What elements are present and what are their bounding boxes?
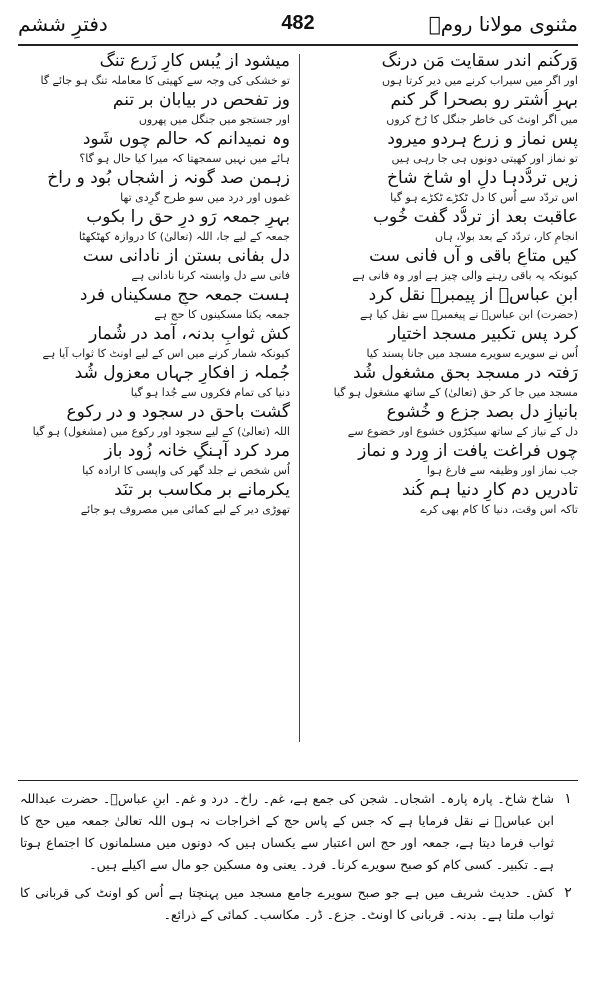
- persian-verse-line: کش ثوابِ بدنہ، آمد در شُمار: [89, 324, 290, 344]
- urdu-translation-line: غموں اور درد میں سو طرح گرِدی تھا: [120, 191, 290, 204]
- persian-verse-line: بانیازِ دل بصد جزع و خُشوع: [386, 402, 578, 422]
- column-divider: [299, 54, 300, 742]
- urdu-translation-line: جب نماز اور وظیفہ سے فارغ ہوا: [426, 464, 578, 477]
- urdu-translation-line: انجامِ کار، تردّد کے بعد بولا، ہاں: [434, 230, 578, 243]
- page-header: [18, 4, 578, 44]
- persian-verse-line: ابنِ عباسؓ از پیمبرؐ نقل کرد: [368, 285, 578, 305]
- urdu-translation-line: دنیا کی تمام فکروں سے جُدا ہو گیا: [130, 386, 290, 399]
- footnote-text: شاخ شاخ۔ پارہ پارہ۔ اشجاں۔ شجن کی جمع ہے، غم۔ راخ۔ درد و غم۔ ابنِ عباسؓ۔ حضرت عبداللہ ابن عباسؓ نے نقل فرمایا ہے کہ جس کے پاس حج کے اخراجات نہ ہوں اللہ تعالیٰ جمعہ میں حج کا ثواب فرما دیتا ہے، جمعہ اور حج اس اعتبار سے یکساں ہیں کہ دونوں میں مسلمانوں کا اجتماع ہوتا ہے۔ تکبیر۔ کسی کام کو صبح سویرے کرنا۔ فرد۔ یعنی وہ مسکین جو مال سے اکیلے ہیں۔: [20, 791, 554, 872]
- persian-verse-line: مرد کرد آہنگِ خانہ زُود باز: [104, 441, 290, 461]
- urdu-translation-line: اللہ (تعالیٰ) کے لیے سجود اور رکوع میں (مشغول) ہو گیا: [32, 425, 290, 438]
- persian-verse-line: کرد پس تکبیر مسجد اختیار: [388, 324, 578, 344]
- footnote: [20, 882, 582, 926]
- urdu-translation-line: اُس نے سویرے سویرے مسجد میں جانا پسند کیا: [366, 347, 578, 360]
- footnote-text: کش۔ حدیث شریف میں ہے جو صبح سویرے جامع مسجد میں پہنچتا ہے اُس کو اونٹ کی قربانی کا ثواب ملتا ہے۔ بدنہ۔ قربانی کا اونٹ۔ جزع۔ ڈر۔ مکاسب۔ کمائی کے ذرائع۔: [20, 885, 554, 922]
- footnote: [20, 788, 582, 876]
- persian-verse-line: کیں متاعِ باقی و آں فانی ست: [369, 246, 578, 266]
- persian-verse-line: زیں تردُّدہا دلِ او شاخ شاخ: [387, 168, 578, 188]
- volume-title: دفترِ ششم: [18, 12, 108, 36]
- urdu-translation-line: میں اگر اونٹ کی خاطر جنگل کا رُخ کروں: [386, 113, 578, 126]
- persian-verse-line: وز تفحص در بیابان بر تنم: [112, 90, 290, 110]
- urdu-translation-line: (حضرت) ابن عباسؓ نے پیغمبرؐ سے نقل کیا ہے: [359, 308, 578, 321]
- persian-verse-line: زہمن صد گونہ ز اشجاں بُود و راخ: [47, 168, 290, 188]
- persian-verse-line: بہرِ اُشتر رو بصحرا گر کنم: [390, 90, 578, 110]
- urdu-translation-line: اور جستجو میں جنگل میں پھروں: [138, 113, 290, 126]
- persian-verse-line: یکرمانے بر مکاسب بر تنَد: [114, 480, 290, 500]
- urdu-translation-line: تھوڑی دیر کے لیے کمائی میں مصروف ہو جائے: [80, 503, 290, 516]
- left-verse-column: [22, 50, 290, 518]
- persian-verse-line: دل بفانی بستن از نادانی ست: [82, 246, 290, 266]
- urdu-translation-line: تو نماز اور کھیتی دونوں ہی جا رہی ہیں: [391, 152, 578, 165]
- persian-verse-line: بہرِ جمعہ رَو درِ حق را بکوب: [86, 207, 290, 227]
- urdu-translation-line: فانی سے دل وابستہ کرنا نادانی ہے: [131, 269, 290, 282]
- persian-verse-line: وَرکُنم اندر سقایت مَن درنگ: [381, 51, 578, 71]
- book-title: مثنوی مولانا رومؒ: [428, 12, 578, 36]
- urdu-translation-line: اُس شخص نے جلد گھر کی واپسی کا ارادہ کیا: [82, 464, 290, 477]
- persian-verse-line: عاقبت بعد از تردُّد گفت خُوب: [372, 207, 578, 227]
- persian-verse-line: ہست جمعہ حجِ مسکیناں فرد: [79, 285, 290, 305]
- urdu-translation-line: تاکہ اس وقت، دنیا کا کام بھی کرے: [420, 503, 578, 516]
- persian-verse-line: رَفتہ در مسجد بحق مشغول شُد: [352, 363, 578, 383]
- urdu-translation-line: کیونکہ یہ باقی رہنے والی چیز ہے اور وہ فانی ہے: [352, 269, 578, 282]
- verse-columns: [0, 50, 600, 750]
- urdu-translation-line: اس تردّد سے اُس کا دل ٹکڑے ٹکڑے ہو گیا: [390, 191, 578, 204]
- footnote-rule: [18, 780, 578, 781]
- footnotes: [20, 788, 582, 932]
- persian-verse-line: میشود از یُبس کارِ زَرع تنگ: [99, 51, 290, 71]
- urdu-translation-line: جمعہ کے لیے جا، اللہ (تعالیٰ) کا دروازہ کھٹکھٹا: [78, 230, 290, 243]
- persian-verse-line: گشت باحق در سجود و در رکوع: [66, 402, 290, 422]
- urdu-translation-line: اور اگر میں سیراب کرنے میں دیر کرتا ہوں: [382, 74, 578, 87]
- urdu-translation-line: جمعہ یکتا مسکینوں کا حج ہے: [154, 308, 290, 321]
- persian-verse-line: پس نماز و زرع ہردو میرود: [387, 129, 578, 149]
- persian-verse-line: وہ نمیدانم کہ حالم چوں شَود: [82, 129, 290, 149]
- urdu-translation-line: مسجد میں جا کر حق (تعالیٰ) کے ساتھ مشغول ہو گیا: [333, 386, 578, 399]
- page-number: 482: [281, 12, 315, 34]
- urdu-translation-line: دل کے نیاز کے ساتھ سیکڑوں خشوع اور خضوع سے: [347, 425, 578, 438]
- urdu-translation-line: کیونکہ شمار کرنے میں اس کے لیے اونٹ کا ثواب آیا ہے: [42, 347, 290, 360]
- footnote-number: ١: [564, 791, 572, 807]
- header-rule: [18, 44, 578, 46]
- urdu-translation-line: تو خشکی کی وجہ سے کھیتی کا معاملہ تنگ ہو جائے گا: [40, 74, 290, 87]
- urdu-translation-line: ہائے میں نہیں سمجھتا کہ میرا کیا حال ہو گا؟: [79, 152, 290, 165]
- persian-verse-line: جُملہ ز افکارِ جہاں معزول شُد: [74, 363, 290, 383]
- persian-verse-line: تادریں دم کارِ دنیا ہم کُند: [402, 480, 578, 500]
- right-verse-column: [310, 50, 578, 518]
- persian-verse-line: چوں فراغت یافت از وِرد و نماز: [358, 441, 578, 461]
- footnote-number: ٢: [564, 885, 572, 901]
